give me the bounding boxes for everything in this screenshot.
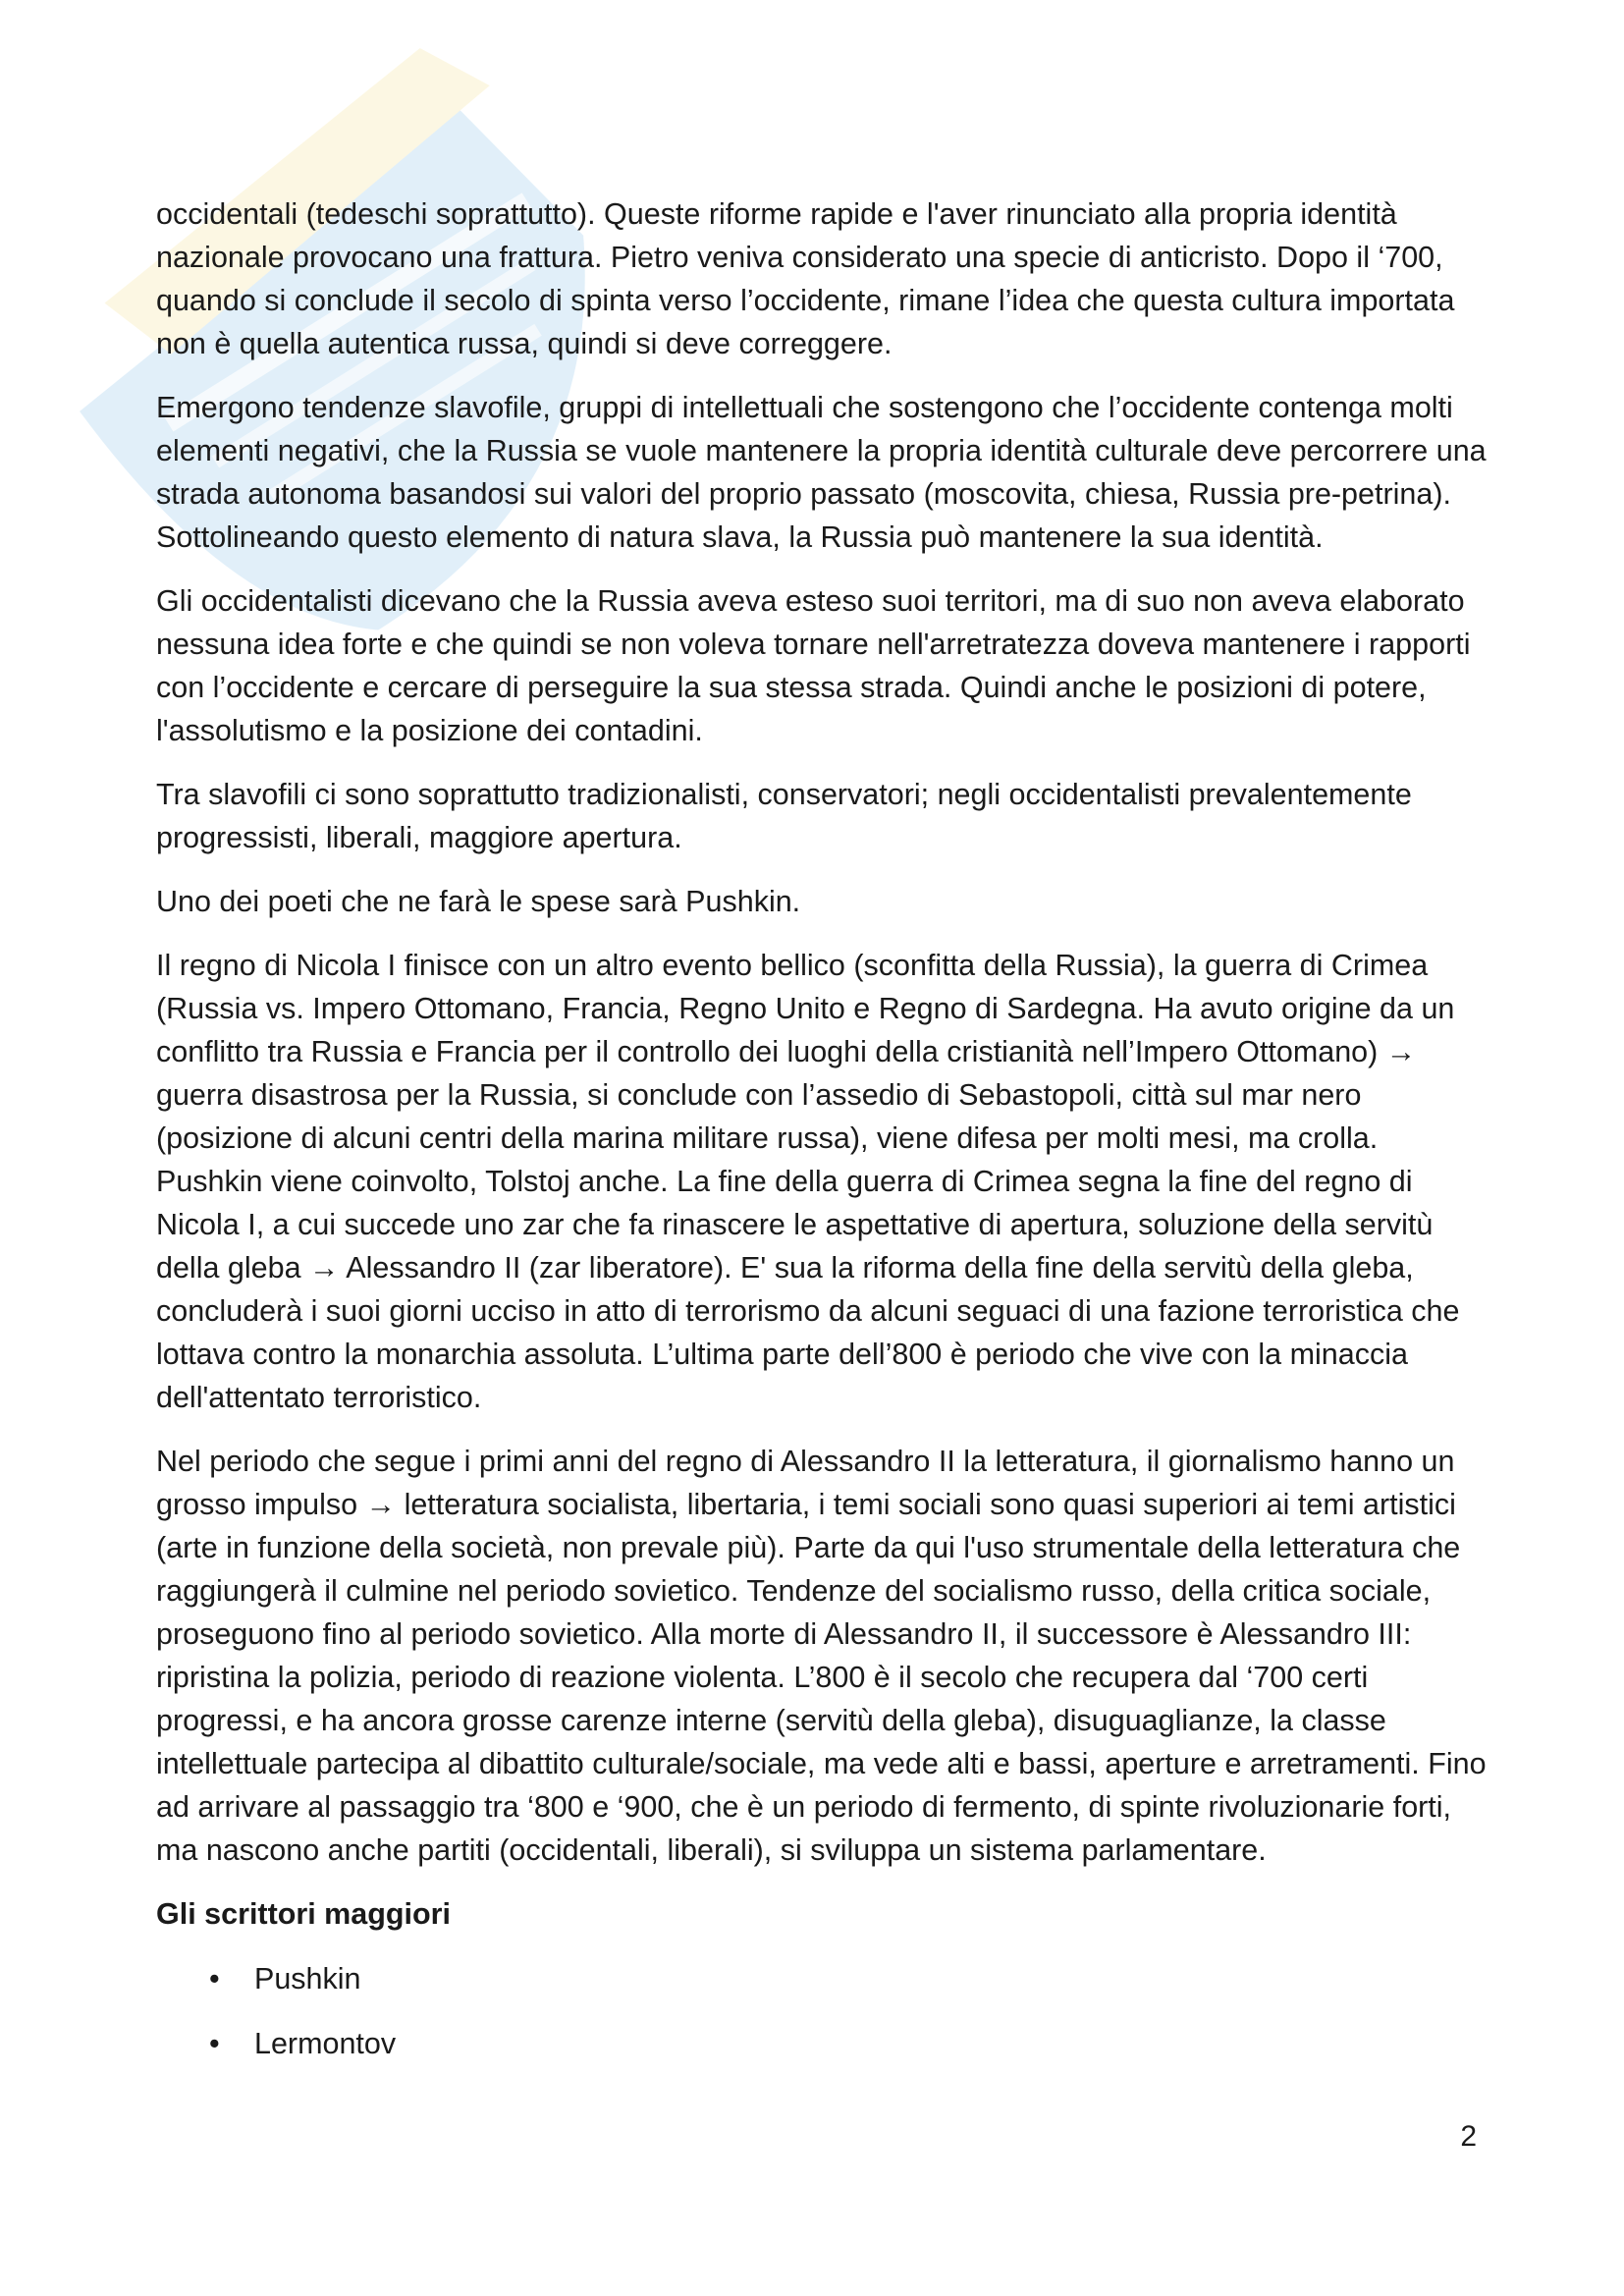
- paragraph-1: occidentali (tedeschi soprattutto). Queste riforme rapide e l'aver rinunciato alla propria identità nazionale provocano una frattura. Pietro veniva considerato una specie di anticristo. Dopo il ‘700, quando si conclude il secolo di spinta verso l’occidente, rimane l’idea che questa cultura importata non è quella autentica russa, quindi si deve correggere.: [156, 197, 1455, 360]
- page-number: 2: [1460, 2120, 1477, 2153]
- paragraph-3: Gli occidentalisti dicevano che la Russia aveva esteso suoi territori, ma di suo non aveva elaborato nessuna idea forte e che quindi se non voleva tornare nell'arretratezza doveva mantenere i rapporti con l’occidente e cercare di perseguire la sua stessa strada. Quindi anche le posizioni di potere, l'assolutismo e la posizione dei contadini.: [156, 584, 1471, 747]
- paragraph-4: Tra slavofili ci sono soprattutto tradizionalisti, conservatori; negli occidentalisti prevalentemente progressisti, liberali, maggiore apertura.: [156, 778, 1412, 854]
- paragraph-6: Il regno di Nicola I finisce con un altro evento bellico (sconfitta della Russia), la guerra di Crimea (Russia vs. Impero Ottomano, Francia, Regno Unito e Regno di Sardegna. Ha avuto origine da un conflitto tra Russia e Francia per il controllo dei luoghi della cristianità nell’Impero Ottomano) → guerra disastrosa per la Russia, si conclude con l’assedio di Sebastopoli, città sul mar nero (posizione di alcuni centri della marina militare russa), viene difesa per molti mesi, ma crolla. Pushkin viene coinvolto, Tolstoj anche. La fine della guerra di Crimea segna la fine del regno di Nicola I, a cui succede uno zar che fa rinascere le aspettative di apertura, soluzione della servitù della gleba → Alessandro II (zar liberatore). E' sua la riforma della fine della servitù della gleba, concluderà i suoi giorni ucciso in atto di terrorismo da alcuni seguaci di una fazione terroristica che lottava contro la monarchia assoluta. L’ultima parte dell’800 è periodo che vive con la minaccia dell'attentato terroristico.: [156, 949, 1460, 1414]
- section-heading: Gli scrittori maggiori: [156, 1897, 451, 1931]
- list-item-label: Lermontov: [254, 2027, 397, 2060]
- paragraph-7: Nel periodo che segue i primi anni del regno di Alessandro II la letteratura, il giornalismo hanno un grosso impulso → letteratura socialista, libertaria, i temi sociali sono quasi superiori ai temi artistici (arte in funzione della società, non prevale più). Parte da qui l'uso strumentale della letteratura che raggiungerà il culmine nel periodo sovietico. Tendenze del socialismo russo, della critica sociale, proseguono fino al periodo sovietico. Alla morte di Alessandro II, il successore è Alessandro III: ripristina la polizia, periodo di reazione violenta. L’800 è il secolo che recupera dal ‘700 certi progressi, e ha ancora grosse carenze interne (servitù della gleba), disuguaglianze, la classe intellettuale partecipa al dibattito culturale/sociale, ma vede alti e bassi, aperture e arretramenti. Fino ad arrivare al passaggio tra ‘800 e ‘900, che è un periodo di fermento, di spinte rivoluzionarie forti, ma nascono anche partiti (occidentali, liberali), si sviluppa un sistema parlamentare.: [156, 1445, 1487, 1867]
- list-item: [156, 2022, 1487, 2065]
- bullet-icon: •: [209, 2027, 220, 2060]
- writers-list: [156, 1957, 1487, 2065]
- document-body: [156, 192, 1487, 2087]
- paragraph-5: Uno dei poeti che ne farà le spese sarà Pushkin.: [156, 885, 801, 918]
- list-item-label: Pushkin: [254, 1962, 361, 1995]
- bullet-icon: •: [209, 1962, 220, 1995]
- paragraph-2: Emergono tendenze slavofile, gruppi di intellettuali che sostengono che l’occidente contenga molti elementi negativi, che la Russia se vuole mantenere la propria identità culturale deve percorrere una strada autonoma basandosi sui valori del proprio passato (moscovita, chiesa, Russia pre-petrina). Sottolineando questo elemento di natura slava, la Russia può mantenere la sua identità.: [156, 391, 1487, 554]
- list-item: [156, 1957, 1487, 2000]
